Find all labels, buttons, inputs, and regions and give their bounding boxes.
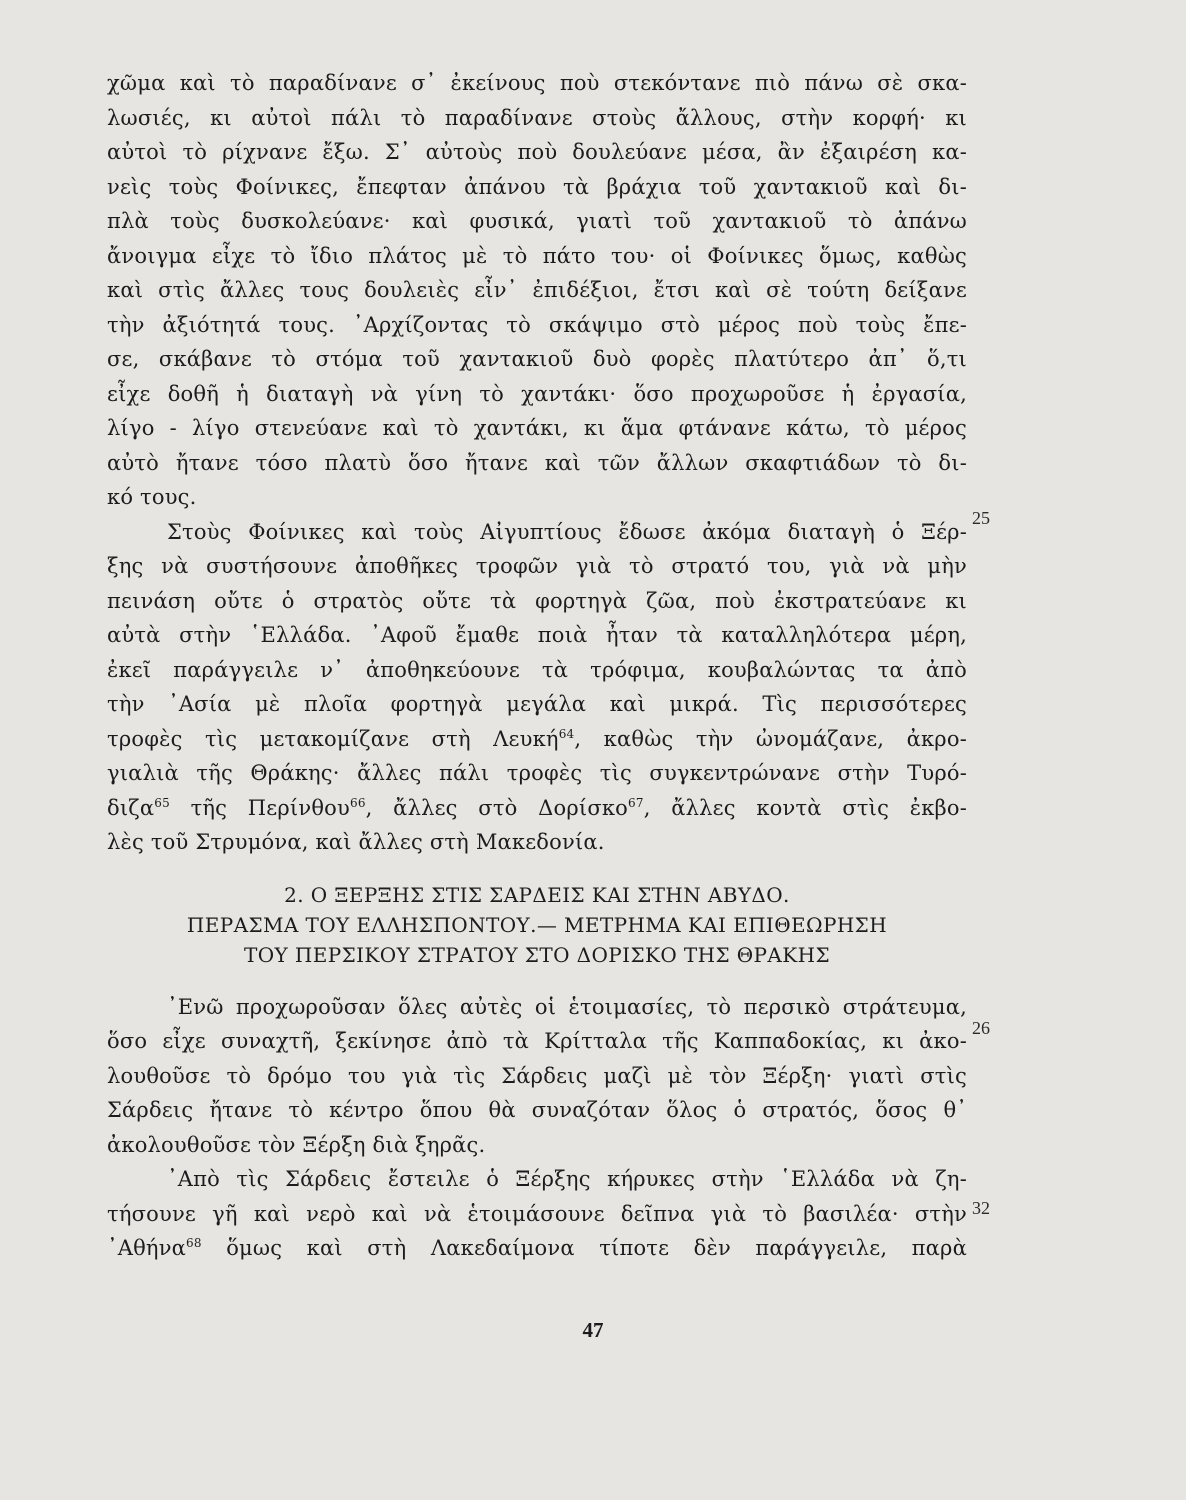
footnote-ref-66: 66 [349,795,366,810]
footnote-ref-65: 65 [154,795,170,810]
text-line: λὲς τοῦ Στρυμόνα, καὶ ἄλλες στὴ Μακεδονία. [107,830,605,854]
text-line: κό τους. [107,485,197,509]
heading-line: ΤΟΥ ΠΕΡΣΙΚΟΥ ΣΤΡΑΤΟΥ ΣΤΟ ΔΟΡΙΣΚΟ ΤΗΣ ΘΡΑΚΗΣ [244,942,830,967]
text-span: , καθὼς τὴν ὠνομάζανε, ἀκρο- [574,726,967,751]
text-span: τροφὲς τὶς μετακομίζανε στὴ Λευκή [107,726,559,751]
footnote-ref-64: 64 [558,726,575,741]
text-line: σε, σκάβανε τὸ στόμα τοῦ χαντακιοῦ δυὸ φορὲς πλατύτερο ἀπ᾿ ὅ,τι [107,347,967,371]
margin-number-25: 25 [972,508,990,528]
text-line: ἄνοιγμα εἶχε τὸ ἴδιο πλάτος μὲ τὸ πάτο του· οἱ Φοίνικες ὅμως, καθὼς [107,243,967,268]
text-line: ᾿Ενῶ προχωροῦσαν ὅλες αὐτὲς οἱ ἑτοιμασίες, τὸ περσικὸ στράτευμα, [167,994,967,1019]
text-line: ξης νὰ συστήσουνε ἀποθῆκες τροφῶν γιὰ τὸ στρατό του, γιὰ νὰ μὴν [107,554,967,578]
text-line: νεὶς τοὺς Φοίνικες, ἔπεφταν ἀπάνου τὰ βράχια τοῦ χαντακιοῦ καὶ δι- [107,174,967,199]
text-line: χῶμα καὶ τὸ παραδίνανε σ᾿ ἐκείνους ποὺ στεκόντανε πιὸ πάνω σὲ σκα- [107,71,967,95]
text-line: ᾿Απὸ τὶς Σάρδεις ἔστειλε ὁ Ξέρξης κήρυκες στὴν ῾Ελλάδα νὰ ζη- [167,1167,967,1191]
text-line: πλὰ τοὺς δυσκολεύανε· καὶ φυσικά, γιατὶ τοῦ χαντακιοῦ τὸ ἀπάνω [107,209,967,233]
text-line [107,1231,967,1266]
text-span: διζα [107,795,155,820]
text-span: ὅμως καὶ στὴ Λακεδαίμονα τίποτε δὲν παράγγειλε, παρὰ [201,1236,967,1260]
text-line: ἀκολουθοῦσε τὸν Ξέρξη διὰ ξηρᾶς. [107,1132,486,1157]
text-line [107,722,967,757]
text-span: , ἄλλες κοντὰ στὶς ἐκβο- [643,795,967,820]
text-line: πεινάση οὔτε ὁ στρατὸς οὔτε τὰ φορτηγὰ ζῶα, ποὺ ἐκστρατεύανε κι [107,588,967,613]
text-column [107,66,967,1266]
section-heading [107,880,967,970]
text-line: αὐτοὶ τὸ ρίχνανε ἔξω. Σ᾿ αὐτοὺς ποὺ δουλεύανε μέσα, ἂν ἐξαιρέση κα- [107,140,967,164]
paragraph-2 [107,515,967,860]
text-line: ὅσο εἶχε συναχτῆ, ξεκίνησε ἀπὸ τὰ Κρίτταλα τῆς Καππαδοκίας, κι ἀκο- [107,1029,967,1053]
margin-number-26: 26 [972,1018,990,1038]
page-number: 47 [582,1318,604,1342]
text-line: ἐκεῖ παράγγειλε ν᾿ ἀποθηκεύουνε τὰ τρόφιμα, κουβαλώντας τα ἀπὸ [107,657,967,682]
text-line: αὐτὸ ἤτανε τόσο πλατὺ ὅσο ἤτανε καὶ τῶν ἄλλων σκαφτιάδων τὸ δι- [107,450,967,475]
text-line: τὴν ᾿Ασία μὲ πλοῖα φορτηγὰ μεγάλα καὶ μικρά. Τὶς περισσότερες [107,692,967,716]
paragraph-1 [107,66,967,515]
text-line: τήσουνε γῆ καὶ νερὸ καὶ νὰ ἑτοιμάσουνε δεῖπνα γιὰ τὸ βασιλέα· στὴν [107,1201,967,1226]
text-line: Στοὺς Φοίνικες καὶ τοὺς Αἰγυπτίους ἔδωσε ἀκόμα διαταγὴ ὁ Ξέρ- [167,519,967,544]
heading-line: ΠΕΡΑΣΜΑ ΤΟΥ ΕΛΛΗΣΠΟΝΤΟΥ.— ΜΕΤΡΗΜΑ ΚΑΙ ΕΠΙΘΕΩΡΗΣΗ [186,912,888,937]
paragraph-3 [107,990,967,1163]
text-line: Σάρδεις ἤτανε τὸ κέντρο ὅπου θὰ συναζόταν ὅλος ὁ στρατός, ὅσος θ᾿ [107,1098,967,1122]
text-span: , ἄλλες στὸ Δορίσκο [365,795,629,820]
text-line: τὴν ἀξιότητά τους. ᾿Αρχίζοντας τὸ σκάψιμο στὸ μέρος ποὺ τοὺς ἔπε- [107,312,967,337]
footnote-ref-67: 67 [628,795,644,810]
text-span: ᾿Αθήνα [107,1236,187,1260]
footnote-ref-68: 68 [186,1236,202,1250]
heading-line: 2. Ο ΞΕΡΞΗΣ ΣΤΙΣ ΣΑΡΔΕΙΣ ΚΑΙ ΣΤΗΝ ΑΒΥΔΟ. [284,882,790,907]
text-line: λίγο - λίγο στενεύανε καὶ τὸ χαντάκι, κι ἅμα φτάνανε κάτω, τὸ μέρος [107,416,967,440]
text-line: λωσιές, κι αὐτοὶ πάλι τὸ παραδίνανε στοὺς ἄλλους, στὴν κορφή· κι [107,105,967,130]
paragraph-4 [107,1162,967,1266]
margin-number-32: 32 [972,1198,990,1218]
text-line [107,791,967,826]
text-line: εἶχε δοθῆ ἡ διαταγὴ νὰ γίνη τὸ χαντάκι· ὅσο προχωροῦσε ἡ ἐργασία, [107,381,967,406]
text-line: καὶ στὶς ἄλλες τους δουλειὲς εἶν᾿ ἐπιδέξιοι, ἔτσι καὶ σὲ τούτη δείξανε [107,278,967,302]
text-line: γιαλιὰ τῆς Θράκης· ἄλλες πάλι τροφὲς τὶς συγκεντρώνανε στὴν Τυρό- [107,761,967,785]
text-span: τῆς Περίνθου [169,795,350,820]
text-line: λουθοῦσε τὸ δρόμο του γιὰ τὶς Σάρδεις μαζὶ μὲ τὸν Ξέρξη· γιατὶ στὶς [107,1063,967,1088]
text-line: αὐτὰ στὴν ῾Ελλάδα. ᾿Αφοῦ ἔμαθε ποιὰ ἦταν τὰ καταλληλότερα μέρη, [107,623,967,647]
